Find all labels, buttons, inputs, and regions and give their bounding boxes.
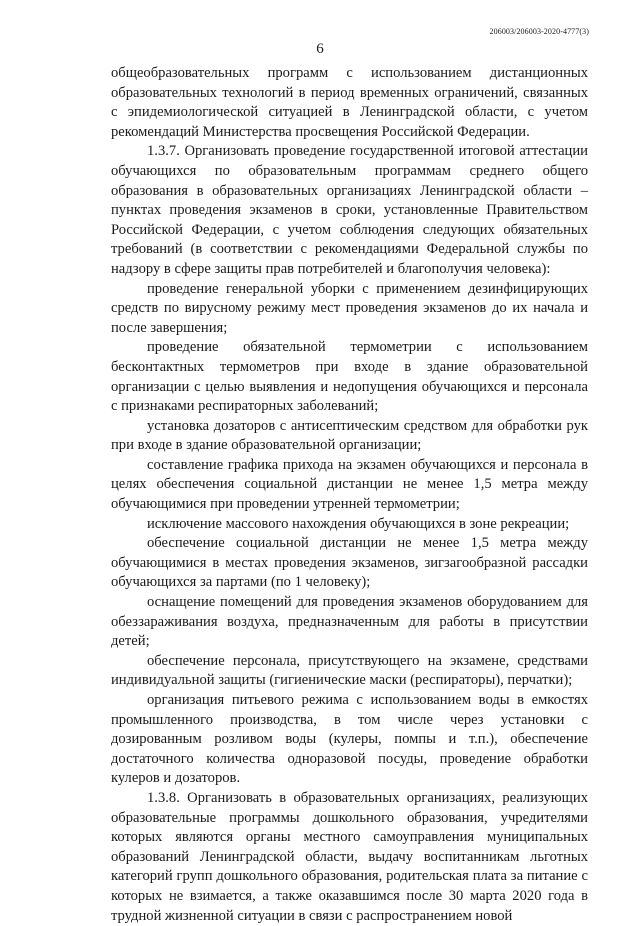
list-item-drinking-regime: организация питьевого режима с использованием воды в емкостях промышленного производства, в том числе через установки с дозированным розливом воды (кулеры, помпы и т.п.), обеспечение достаточного количества одноразовой посуды, проведение обработки кулеров и дозаторов. [111,692,588,787]
list-item-ppe: обеспечение персонала, присутствующего на экзамене, средствами индивидуальной защиты (гигиенические маски (респираторы), перчатки); [111,652,588,689]
paragraph-1-3-7: 1.3.7. Организовать проведение государственной итоговой аттестации обучающихся по образовательным программам среднего общего образования в образовательных организациях Ленинградской области – пунктах проведения экзаменов в сроки, установленные Правительством Российской Федерации, с учетом соблюдения следующих обязательных требований (в соответствии с рекомендациями Федеральной службы по надзору в сфере защиты прав потребителей и благополучия человека): [111,143,588,277]
list-item-general-cleaning: проведение генеральной уборки с применением дезинфицирующих средств по вирусному режиму мест проведения экзаменов до их начала и после завершения; [111,280,588,336]
list-item-arrival-schedule: составление графика прихода на экзамен обучающихся и персонала в целях обеспечения социальной дистанции не менее 1,5 метра между обучающимися при проведении утренней термометрии; [111,456,588,513]
list-item-recreation-zone: исключение массового нахождения обучающихся в зоне рекреации; [147,515,570,532]
list-item-air-disinfection: оснащение помещений для проведения экзаменов оборудованием для обеззараживания воздуха, предназначенным для работы в присутствии детей; [111,594,588,650]
page-number: 6 [316,41,324,57]
list-item-dispensers: установка дозаторов с антисептическим средством для обработки рук при входе в здание образовательной организации; [111,417,588,454]
document-id: 206003/206003-2020-4777(3) [489,27,589,36]
paragraph-1-3-8: 1.3.8. Организовать в образовательных организациях, реализующих образовательные программы дошкольного образования, учредителями которых являются органы местного самоуправления муниципальных образований Ленинградской области, выдачу воспитанникам льготных категорий групп дошкольного образования, родительская плата за питание с которых не взимается, а также оказавшимся после 30 марта 2020 года в трудной жизненной ситуации в связи с распространением новой [111,789,588,924]
paragraph-continuation: общеобразовательных программ с использованием дистанционных образовательных технологий в период временных ограничений, связанных с эпидемиологической ситуацией в Ленинградской области, с учетом рекомендаций Министерства просвещения Российской Федерации. [111,65,588,140]
list-item-thermometry: проведение обязательной термометрии с использованием бесконтактных термометров при входе в здание образовательной организации с целью выявления и недопущения обучающихся и персонала с признаками респираторных заболеваний; [111,339,588,415]
document-body [111,64,588,926]
list-item-social-distance: обеспечение социальной дистанции не менее 1,5 метра между обучающимися в местах проведения экзаменов, зигзагообразной рассадки обучающихся за партами (по 1 человеку); [111,535,588,591]
